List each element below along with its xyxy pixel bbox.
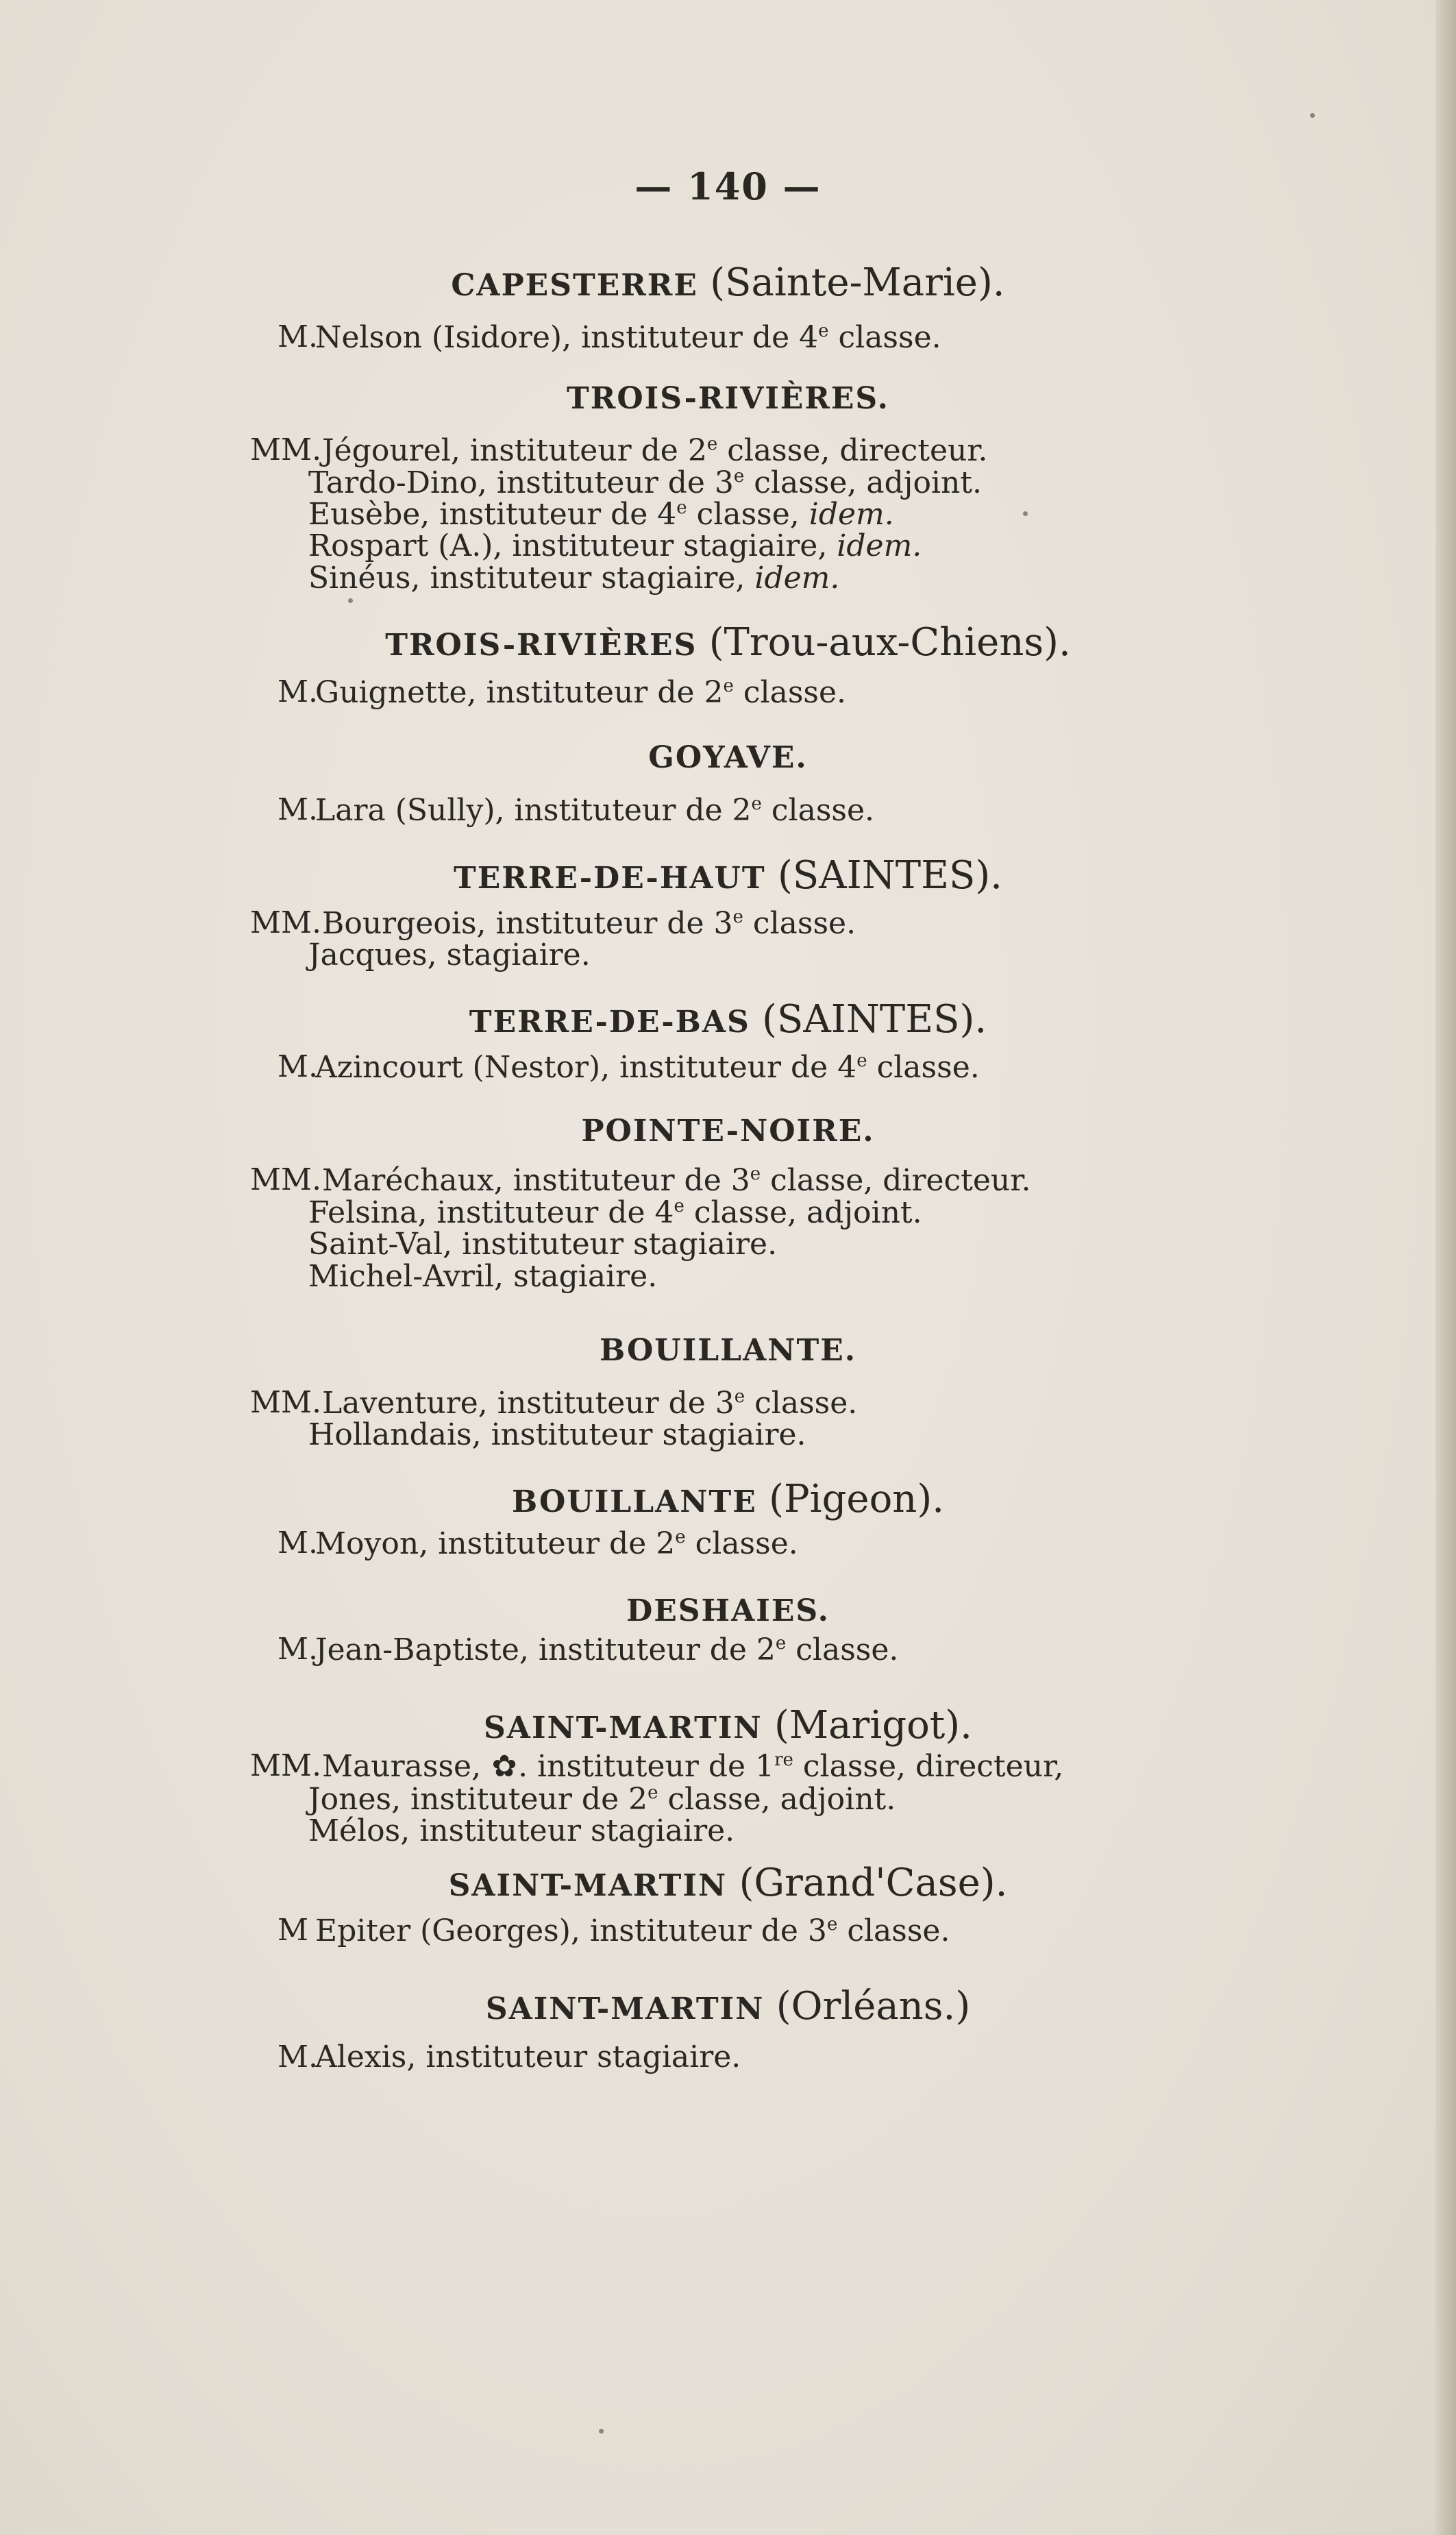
book-spine-shadow xyxy=(1435,0,1456,2535)
section-heading-locality: (Grand'Case). xyxy=(739,1861,1008,1905)
staff-name-and-grade: Maréchaux, instituteur de 3 xyxy=(322,1163,750,1198)
ordinal-suffix: e xyxy=(775,1633,787,1654)
section-heading-place: DESHAIES. xyxy=(626,1593,830,1628)
ordinal-suffix: e xyxy=(818,321,829,341)
staff-entry xyxy=(308,1197,922,1228)
ordinal-suffix: e xyxy=(751,794,762,814)
staff-entry xyxy=(308,940,591,970)
staff-class-role: classe, directeur, xyxy=(793,1749,1064,1784)
section-heading-place: BOUILLANTE xyxy=(512,1484,757,1519)
staff-name-and-grade: Jégourel, instituteur de 2 xyxy=(322,433,707,468)
staff-entry xyxy=(308,1784,896,1815)
ordinal-suffix: e xyxy=(676,498,687,518)
staff-name-and-grade: Jean-Baptiste, instituteur de 2 xyxy=(315,1632,776,1667)
ordinal-suffix: e xyxy=(647,1783,658,1803)
staff-class-role: classe, xyxy=(687,497,809,532)
staff-name-and-grade: Michel-Avril, stagiaire. xyxy=(308,1259,658,1294)
staff-entry xyxy=(308,1259,658,1294)
honorific: MM. xyxy=(250,1385,322,1420)
section-heading xyxy=(0,997,1456,1042)
ordinal-suffix: e xyxy=(826,1914,838,1935)
staff-grade: . instituteur de 1 xyxy=(518,1749,775,1784)
staff-class-role: classe. xyxy=(761,793,875,828)
staff-entry xyxy=(308,1229,777,1260)
honorific: M. xyxy=(277,1049,319,1084)
section-heading-place: SAINT-MARTIN xyxy=(485,1992,765,2026)
staff-class-role: classe. xyxy=(786,1632,899,1667)
section-heading-place: CAPESTERRE xyxy=(451,268,698,303)
staff-entry xyxy=(308,1417,806,1452)
section-heading xyxy=(0,853,1456,898)
staff-class-role: classe. xyxy=(685,1526,798,1561)
section-heading-place: TERRE-DE-HAUT xyxy=(454,861,766,896)
ordinal-suffix: e xyxy=(856,1051,867,1071)
section-heading xyxy=(0,1984,1456,2029)
staff-entry xyxy=(308,467,982,498)
section-heading-locality: (Trou-aux-Chiens). xyxy=(708,620,1071,665)
staff-entry xyxy=(315,1052,980,1083)
idem-note: idem. xyxy=(754,561,840,596)
staff-class-role: classe. xyxy=(828,320,941,355)
staff-name-and-grade: Sinéus, instituteur stagiaire, xyxy=(308,561,755,596)
staff-name-and-grade: Saint-Val, instituteur stagiaire. xyxy=(308,1227,778,1262)
staff-entry xyxy=(322,1751,1063,1782)
section-heading xyxy=(0,1333,1456,1368)
staff-entry xyxy=(308,1813,735,1848)
staff-entry xyxy=(315,1634,898,1665)
staff-entry xyxy=(315,795,874,826)
staff-entry xyxy=(322,1388,857,1419)
honorific: MM. xyxy=(250,432,322,467)
section-heading-locality: (SAINTES). xyxy=(762,997,987,1042)
staff-class-role: classe. xyxy=(743,906,856,941)
section-heading-locality: (Orléans.) xyxy=(776,1984,971,2029)
section-heading xyxy=(0,1703,1456,1748)
staff-name-and-grade: Alexis, instituteur stagiaire. xyxy=(315,2040,741,2074)
section-heading-place: POINTE-NOIRE. xyxy=(581,1114,875,1149)
section-heading-place: BOUILLANTE. xyxy=(599,1333,857,1368)
staff-name-and-grade: Maurasse, xyxy=(322,1749,491,1784)
ordinal-suffix: e xyxy=(734,1386,745,1407)
ordinal-suffix: e xyxy=(675,1527,686,1547)
idem-note: idem. xyxy=(809,497,894,532)
paper-speck xyxy=(1310,113,1315,118)
staff-name-and-grade: Bourgeois, instituteur de 3 xyxy=(322,906,733,941)
section-heading-place: TROIS-RIVIÈRES. xyxy=(567,381,889,416)
section-heading xyxy=(0,1593,1456,1628)
staff-name-and-grade: Eusèbe, instituteur de 4 xyxy=(308,497,677,532)
ordinal-suffix: e xyxy=(706,434,718,454)
staff-class-role: classe. xyxy=(733,675,847,710)
section-heading-place: GOYAVE. xyxy=(648,740,808,775)
staff-class-role: classe. xyxy=(745,1386,858,1421)
staff-name-and-grade: Epiter (Georges), instituteur de 3 xyxy=(315,1913,827,1948)
section-heading xyxy=(0,1477,1456,1521)
ordinal-suffix: e xyxy=(732,907,743,927)
section-heading-locality: (Pigeon). xyxy=(769,1477,944,1521)
section-heading xyxy=(0,740,1456,775)
decoration-cross-icon: ✿ xyxy=(491,1749,517,1784)
honorific: M. xyxy=(277,2040,319,2074)
section-heading-place: TROIS-RIVIÈRES xyxy=(385,628,698,663)
staff-entry xyxy=(322,1165,1031,1196)
staff-entry xyxy=(315,1915,950,1946)
staff-name-and-grade: Hollandais, instituteur stagiaire. xyxy=(308,1417,806,1452)
section-heading-place: SAINT-MARTIN xyxy=(484,1711,763,1746)
staff-name-and-grade: Guignette, instituteur de 2 xyxy=(315,675,724,710)
section-heading-locality: (Sainte-Marie). xyxy=(710,260,1005,305)
ordinal-suffix: e xyxy=(750,1164,761,1184)
honorific: M. xyxy=(277,674,319,709)
staff-name-and-grade: Lara (Sully), instituteur de 2 xyxy=(315,793,752,828)
section-heading-locality: (Marigot). xyxy=(774,1703,972,1748)
idem-note: idem. xyxy=(837,528,922,563)
ordinal-suffix: e xyxy=(723,676,734,696)
staff-name-and-grade: Azincourt (Nestor), instituteur de 4 xyxy=(315,1050,857,1085)
staff-name-and-grade: Jacques, stagiaire. xyxy=(308,938,591,972)
staff-name-and-grade: Laventure, instituteur de 3 xyxy=(322,1386,735,1421)
ordinal-suffix: e xyxy=(733,466,745,487)
staff-entry xyxy=(315,677,846,708)
honorific: M. xyxy=(277,1526,319,1560)
staff-entry xyxy=(308,499,894,530)
honorific: MM. xyxy=(250,905,322,940)
honorific: M xyxy=(277,1913,309,1948)
staff-entry xyxy=(315,322,941,353)
staff-name-and-grade: Felsina, instituteur de 4 xyxy=(308,1195,674,1230)
staff-name-and-grade: Nelson (Isidore), instituteur de 4 xyxy=(315,320,819,355)
staff-entry xyxy=(308,561,840,596)
ordinal-suffix: e xyxy=(674,1196,684,1216)
staff-name-and-grade: Moyon, instituteur de 2 xyxy=(315,1526,676,1561)
staff-name-and-grade: Rospart (A.), instituteur stagiaire, xyxy=(308,528,837,563)
section-heading xyxy=(0,260,1456,305)
paper-speck xyxy=(599,2429,604,2434)
staff-class-role: classe, adjoint. xyxy=(744,465,983,500)
staff-class-role: classe. xyxy=(837,1913,950,1948)
paper-speck xyxy=(348,598,353,603)
staff-name-and-grade: Jones, instituteur de 2 xyxy=(308,1782,648,1817)
section-heading xyxy=(0,1861,1456,1905)
section-heading xyxy=(0,381,1456,416)
page-number: — 140 — xyxy=(634,164,822,208)
staff-class-role: classe, directeur. xyxy=(761,1163,1031,1198)
staff-entry xyxy=(315,1528,798,1559)
honorific: MM. xyxy=(250,1162,322,1197)
staff-entry xyxy=(322,435,988,466)
staff-entry xyxy=(315,2042,741,2072)
staff-class-role: classe. xyxy=(867,1050,980,1085)
honorific: M. xyxy=(277,792,319,827)
honorific: MM. xyxy=(250,1748,322,1783)
section-heading-place: TERRE-DE-BAS xyxy=(469,1005,750,1040)
staff-entry xyxy=(322,908,856,939)
section-heading-place: SAINT-MARTIN xyxy=(448,1868,728,1903)
honorific: M. xyxy=(277,1632,319,1667)
staff-class-role: classe, adjoint. xyxy=(658,1782,896,1817)
staff-name-and-grade: Mélos, instituteur stagiaire. xyxy=(308,1813,735,1848)
section-heading-locality: (SAINTES). xyxy=(777,853,1002,898)
honorific: M. xyxy=(277,319,319,354)
paper-speck xyxy=(1023,511,1028,516)
section-heading xyxy=(0,620,1456,665)
staff-name-and-grade: Tardo-Dino, instituteur de 3 xyxy=(308,465,734,500)
staff-entry xyxy=(308,528,922,563)
ordinal-suffix: re xyxy=(774,1750,793,1770)
staff-class-role: classe, adjoint. xyxy=(684,1195,922,1230)
section-heading xyxy=(0,1114,1456,1149)
staff-class-role: classe, directeur. xyxy=(717,433,988,468)
